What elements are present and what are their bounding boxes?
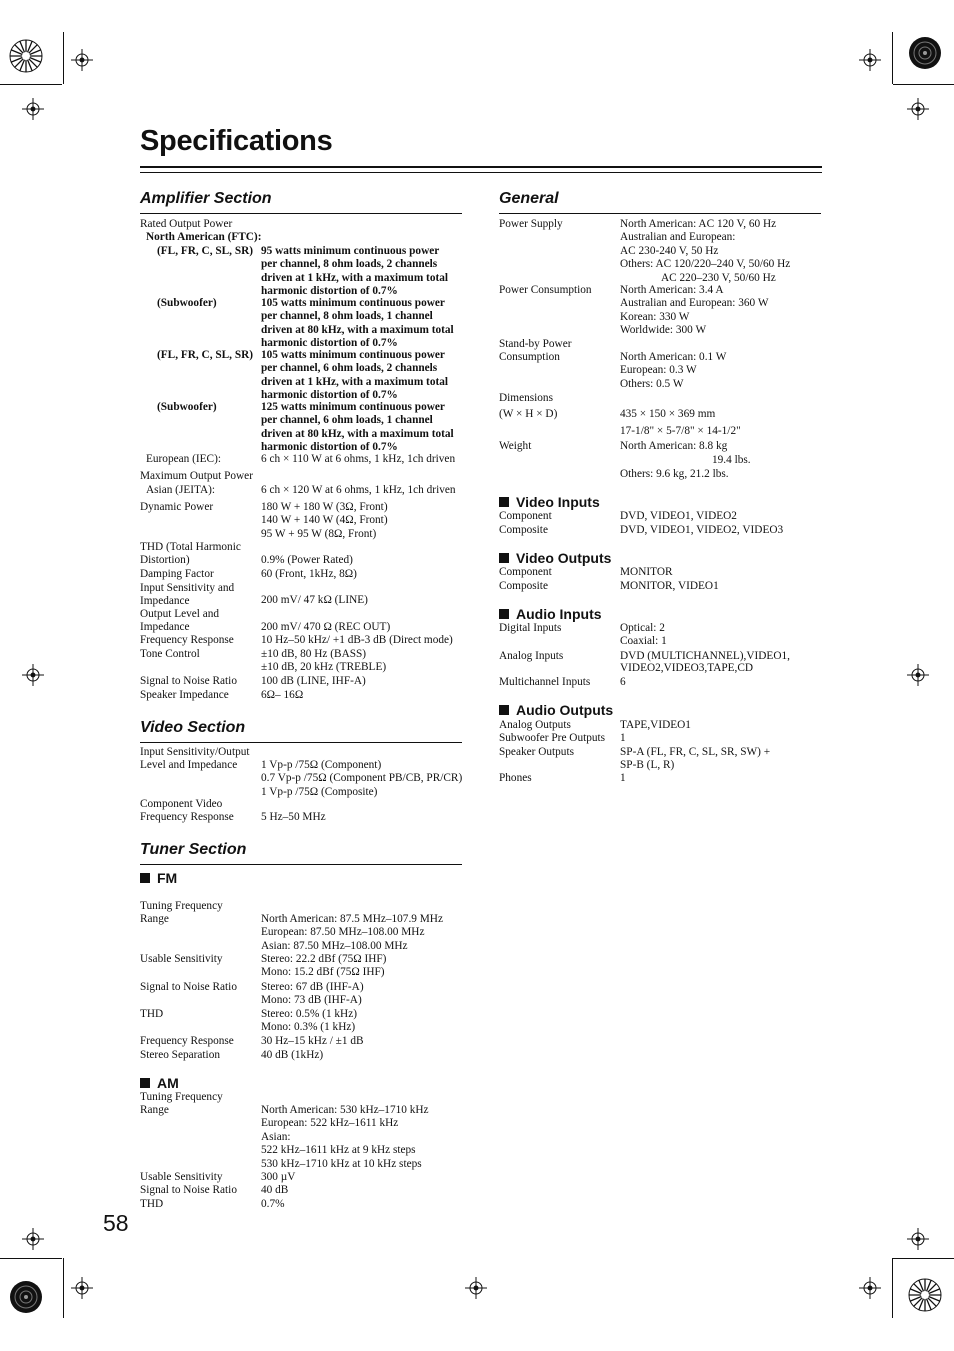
- spec-value: [261, 297, 454, 351]
- spec-label: [140, 608, 219, 635]
- spec-value: 19.4 lbs.: [712, 454, 751, 466]
- page-number: 58: [103, 1210, 129, 1236]
- spec-value-line: SP-A (FL, FR, C, SL, SR, SW) +: [620, 746, 771, 758]
- spec-label: Maximum Output Power: [140, 470, 253, 482]
- spec-value-line: driven at 1 kHz, with a maximum total: [261, 271, 449, 284]
- spec-label: (Subwoofer): [157, 297, 217, 309]
- subheading-video-inputs: [499, 494, 600, 510]
- spec-value: 5 Hz–50 MHz: [261, 811, 326, 823]
- spec-value-line: ±10 dB, 20 kHz (TREBLE): [261, 661, 387, 674]
- spec-label: [140, 746, 250, 773]
- crosshair-mark-icon: [859, 1277, 881, 1299]
- subheading-text: Audio Outputs: [516, 702, 614, 718]
- spec-label: Composite: [499, 524, 548, 536]
- spec-value-line: 1 Vp-p /75Ω (Component): [261, 759, 382, 771]
- spec-label-line: Tuning Frequency: [140, 900, 223, 912]
- spec-label: (FL, FR, C, SL, SR): [157, 349, 254, 361]
- spec-value: 6 ch × 110 W at 6 ohms, 1 kHz, 1ch driven: [261, 453, 456, 465]
- spec-label: (Subwoofer): [157, 401, 217, 413]
- spec-label: Composite: [499, 580, 548, 592]
- spec-label: Asian (JEITA):: [146, 484, 216, 496]
- spec-label-line: Output Level and: [140, 608, 220, 620]
- spec-value-line: AC 230-240 V, 50 Hz: [620, 244, 719, 257]
- spec-value: [261, 349, 448, 403]
- spec-label-line: Impedance: [140, 621, 190, 634]
- crosshair-mark-icon: [71, 49, 93, 71]
- spec-label-line: Consumption: [499, 351, 560, 364]
- spec-value-line: VIDEO2,VIDEO3,TAPE,CD: [620, 662, 754, 675]
- section-rule: [140, 864, 462, 865]
- spec-value-line: 105 watts minimum continuous power: [261, 349, 445, 361]
- spec-value-line: North American: AC 120 V, 60 Hz: [620, 218, 777, 230]
- spec-value-line: 140 W + 140 W (4Ω, Front): [261, 514, 388, 527]
- crosshair-mark-icon: [22, 98, 44, 120]
- spec-value-line: European: 0.3 W: [620, 364, 697, 377]
- spec-value-line: driven at 80 kHz, with a maximum total: [261, 323, 454, 336]
- spec-value-line: ±10 dB, 80 Hz (BASS): [261, 648, 367, 660]
- spec-label: [499, 338, 571, 365]
- spec-value: TAPE,VIDEO1: [620, 719, 691, 731]
- spec-label: Analog Inputs: [499, 650, 564, 662]
- spec-value: [261, 981, 364, 1008]
- spec-value-line: driven at 80 kHz, with a maximum total: [261, 427, 454, 440]
- spec-value-line: per channel, 6 ohm loads, 2 channels: [261, 362, 438, 375]
- spec-value-line: Asian:: [261, 1130, 291, 1143]
- spec-value: [261, 648, 386, 675]
- section-rule: [140, 742, 462, 743]
- spec-value: [620, 746, 770, 773]
- spec-value-line: per channel, 8 ohm loads, 1 channel: [261, 310, 433, 323]
- spec-value: North American: 8.8 kg: [620, 440, 728, 452]
- crosshair-mark-icon: [859, 49, 881, 71]
- spec-value: 60 (Front, 1kHz, 8Ω): [261, 568, 357, 580]
- spec-value: 17-1/8" × 5-7/8" × 14-1/2": [620, 425, 741, 437]
- spec-value: 6 ch × 120 W at 6 ohms, 1 kHz, 1ch driven: [261, 484, 456, 496]
- spec-value-line: 1 Vp-p /75Ω (Composite): [261, 785, 378, 798]
- spec-value-line: North American: 0.1 W: [620, 351, 727, 363]
- spec-label: Stereo Separation: [140, 1049, 220, 1061]
- spec-label-line: Distortion): [140, 554, 190, 567]
- spec-value: 200 mV/ 470 Ω (REC OUT): [261, 621, 391, 633]
- spec-value: DVD, VIDEO1, VIDEO2: [620, 510, 737, 522]
- spec-value-line: Asian: 87.50 MHz–108.00 MHz: [261, 939, 408, 952]
- spec-label: THD: [140, 1198, 164, 1210]
- spec-value: 100 dB (LINE, IHF-A): [261, 675, 366, 687]
- spec-value-line: North American: 530 kHz–1710 kHz: [261, 1104, 429, 1116]
- spec-label: Dimensions: [499, 392, 553, 404]
- spec-value-line: Mono: 15.2 dBf (75Ω IHF): [261, 966, 385, 979]
- spec-label-line: Component Video: [140, 798, 223, 810]
- spec-value: [620, 650, 790, 676]
- spec-value: 1: [620, 772, 626, 784]
- subheading-text: AM: [157, 1075, 179, 1091]
- spec-value-line: 522 kHz–1611 kHz at 9 kHz steps: [261, 1144, 416, 1157]
- spec-value-line: Australian and European:: [620, 231, 736, 244]
- spec-label: Weight: [499, 440, 532, 452]
- spec-value: [261, 501, 388, 541]
- spec-label: Damping Factor: [140, 568, 214, 580]
- spec-label-line: Stand-by Power: [499, 338, 572, 350]
- spec-label: Component: [499, 566, 552, 578]
- section-heading-video: Video Section: [140, 719, 246, 736]
- spec-value: 300 µV: [261, 1171, 296, 1183]
- spec-label-line: Range: [140, 913, 169, 926]
- spec-value: 1: [620, 732, 626, 744]
- spec-label: Usable Sensitivity: [140, 953, 223, 965]
- spec-value: 0.7%: [261, 1198, 285, 1210]
- subheading-am: [140, 1075, 179, 1091]
- spec-value-line: per channel, 6 ohm loads, 1 channel: [261, 414, 433, 427]
- spec-label: Analog Outputs: [499, 719, 571, 731]
- spec-value: Others: 9.6 kg, 21.2 lbs.: [620, 468, 729, 480]
- crosshair-mark-icon: [907, 98, 929, 120]
- subheading-video-outputs: [499, 550, 611, 566]
- spec-value-line: Korean: 330 W: [620, 310, 690, 323]
- spec-value-line: AC 220–230 V, 50/60 Hz: [661, 271, 776, 284]
- spec-value-line: Others: AC 120/220–240 V, 50/60 Hz: [620, 258, 791, 271]
- spec-label: Dynamic Power: [140, 501, 214, 513]
- crosshair-mark-icon: [71, 1277, 93, 1299]
- square-bullet-icon: [140, 873, 150, 883]
- spec-label: Speaker Impedance: [140, 689, 229, 701]
- spec-label-line: Level and Impedance: [140, 759, 238, 772]
- section-heading-general: General: [499, 190, 559, 207]
- spec-label: [140, 798, 234, 825]
- spec-value: [261, 953, 386, 980]
- spec-value-line: 105 watts minimum continuous power: [261, 297, 445, 309]
- spec-value-line: Mono: 73 dB (IHF-A): [261, 994, 362, 1007]
- spec-label: Signal to Noise Ratio: [140, 675, 237, 687]
- spec-value-line: SP-B (L, R): [620, 759, 675, 772]
- section-rule: [499, 213, 821, 214]
- spec-value-line: European: 522 kHz–1611 kHz: [261, 1117, 399, 1130]
- spec-label: [140, 582, 234, 609]
- spec-value-line: 180 W + 180 W (3Ω, Front): [261, 501, 388, 513]
- spec-value-line: Coaxial: 1: [620, 635, 667, 648]
- spec-label: Digital Inputs: [499, 622, 562, 634]
- spec-value: 0.9% (Power Rated): [261, 554, 353, 566]
- spec-value: 435 × 150 × 369 mm: [620, 408, 716, 420]
- spec-label: North American (FTC):: [146, 231, 262, 243]
- spec-value: 200 mV/ 47 kΩ (LINE): [261, 594, 368, 606]
- spec-value-line: Stereo: 67 dB (IHF-A): [261, 981, 364, 993]
- spec-label: European (IEC):: [146, 453, 221, 465]
- page-title: Specifications: [140, 125, 333, 157]
- square-bullet-icon: [499, 705, 509, 715]
- spec-value: 10 Hz–50 kHz/ +1 dB-3 dB (Direct mode): [261, 634, 453, 646]
- spec-value-line: harmonic distortion of 0.7%: [261, 389, 398, 402]
- spec-label-line: Input Sensitivity and: [140, 582, 235, 594]
- spec-value: 40 dB (1kHz): [261, 1049, 324, 1061]
- section-rule: [140, 213, 462, 214]
- spec-value-line: Australian and European: 360 W: [620, 297, 769, 310]
- spec-value-line: Stereo: 0.5% (1 kHz): [261, 1008, 357, 1020]
- title-rule: [140, 166, 822, 168]
- spec-label-line: Input Sensitivity/Output: [140, 746, 250, 758]
- spec-label-line: THD (Total Harmonic: [140, 541, 241, 553]
- spec-label: THD: [140, 1008, 164, 1020]
- spec-value-line: 530 kHz–1710 kHz at 10 kHz steps: [261, 1157, 422, 1170]
- spec-value: [261, 913, 443, 953]
- subheading-fm: [140, 870, 177, 886]
- spec-value: 6: [620, 676, 626, 688]
- spec-label: (W × H × D): [499, 408, 558, 420]
- square-bullet-icon: [140, 1078, 150, 1088]
- spec-value-line: harmonic distortion of 0.7%: [261, 441, 398, 454]
- spec-value: [620, 351, 726, 391]
- spec-value-line: harmonic distortion of 0.7%: [261, 337, 398, 350]
- registration-sunburst-icon: [9, 39, 43, 73]
- crosshair-mark-icon: [907, 664, 929, 686]
- spec-label: [140, 541, 241, 568]
- spec-value-line: Stereo: 22.2 dBf (75Ω IHF): [261, 953, 387, 965]
- spec-label: [140, 1091, 223, 1118]
- spec-value: [261, 759, 462, 799]
- crosshair-mark-icon: [22, 1228, 44, 1250]
- spec-label-line: Tuning Frequency: [140, 1091, 223, 1103]
- spec-label: [140, 900, 223, 927]
- spec-label: Frequency Response: [140, 1035, 234, 1047]
- spec-value-line: Others: 0.5 W: [620, 377, 684, 390]
- subheading-text: FM: [157, 870, 178, 886]
- spec-value: MONITOR, VIDEO1: [620, 580, 719, 592]
- spec-value: 30 Hz–15 kHz / ±1 dB: [261, 1035, 364, 1047]
- spec-label: Multichannel Inputs: [499, 676, 591, 688]
- crosshair-mark-icon: [907, 1228, 929, 1250]
- registration-sunburst-icon: [908, 1278, 942, 1312]
- section-heading-amplifier: Amplifier Section: [140, 190, 272, 207]
- spec-label: Power Supply: [499, 218, 563, 230]
- spec-value-line: North American: 87.5 MHz–107.9 MHz: [261, 913, 443, 925]
- spec-label-line: Frequency Response: [140, 811, 234, 824]
- registration-sunburst-icon: [9, 1280, 43, 1314]
- spec-label: (FL, FR, C, SL, SR): [157, 245, 254, 257]
- spec-value: [261, 1104, 429, 1171]
- spec-label: Power Consumption: [499, 284, 592, 296]
- subheading-text: Video Inputs: [516, 494, 600, 510]
- spec-value-line: harmonic distortion of 0.7%: [261, 285, 398, 298]
- spec-value: DVD, VIDEO1, VIDEO2, VIDEO3: [620, 524, 784, 536]
- spec-value: [620, 622, 667, 649]
- registration-sunburst-icon: [908, 36, 942, 70]
- spec-value-line: driven at 1 kHz, with a maximum total: [261, 375, 449, 388]
- spec-value: [261, 401, 454, 455]
- spec-label: Rated Output Power: [140, 218, 233, 230]
- spec-label: Frequency Response: [140, 634, 234, 646]
- crosshair-mark-icon: [465, 1277, 487, 1299]
- title-rule: [140, 172, 822, 173]
- spec-value: 6Ω– 16Ω: [261, 689, 304, 701]
- spec-label: Subwoofer Pre Outputs: [499, 732, 606, 744]
- spec-value-line: 125 watts minimum continuous power: [261, 401, 445, 413]
- spec-value: [261, 1008, 357, 1035]
- spec-value: 40 dB: [261, 1184, 289, 1196]
- spec-value-line: Optical: 2: [620, 622, 665, 634]
- spec-label-line: Impedance: [140, 595, 190, 608]
- spec-label: Phones: [499, 772, 532, 784]
- spec-value-line: 95 W + 95 W (8Ω, Front): [261, 527, 377, 540]
- square-bullet-icon: [499, 497, 509, 507]
- spec-value: MONITOR: [620, 566, 673, 578]
- subheading-audio-inputs: [499, 606, 602, 622]
- subheading-text: Audio Inputs: [516, 606, 602, 622]
- spec-value-line: Worldwide: 300 W: [620, 324, 707, 337]
- section-heading-tuner: Tuner Section: [140, 841, 247, 858]
- spec-label-line: Range: [140, 1104, 169, 1117]
- subheading-audio-outputs: [499, 702, 613, 718]
- spec-value-line: European: 87.50 MHz–108.00 MHz: [261, 926, 425, 939]
- square-bullet-icon: [499, 553, 509, 563]
- spec-value-line: per channel, 8 ohm loads, 2 channels: [261, 258, 438, 271]
- spec-label: Usable Sensitivity: [140, 1171, 223, 1183]
- spec-label: Tone Control: [140, 648, 200, 660]
- spec-label: Signal to Noise Ratio: [140, 1184, 237, 1196]
- spec-label: Component: [499, 510, 552, 522]
- square-bullet-icon: [499, 609, 509, 619]
- spec-value-line: 95 watts minimum continuous power: [261, 245, 440, 257]
- subheading-text: Video Outputs: [516, 550, 612, 566]
- spec-value: [620, 284, 769, 338]
- spec-value: [261, 245, 448, 299]
- spec-value-line: Mono: 0.3% (1 kHz): [261, 1021, 356, 1034]
- spec-value-line: DVD (MULTICHANNEL),VIDEO1,: [620, 650, 790, 662]
- spec-label: Speaker Outputs: [499, 746, 574, 758]
- spec-label: Signal to Noise Ratio: [140, 981, 237, 993]
- spec-value: [620, 218, 790, 285]
- spec-value-line: 0.7 Vp-p /75Ω (Component PB/CB, PR/CR): [261, 772, 463, 785]
- crosshair-mark-icon: [22, 664, 44, 686]
- spec-value-line: North American: 3.4 A: [620, 284, 724, 296]
